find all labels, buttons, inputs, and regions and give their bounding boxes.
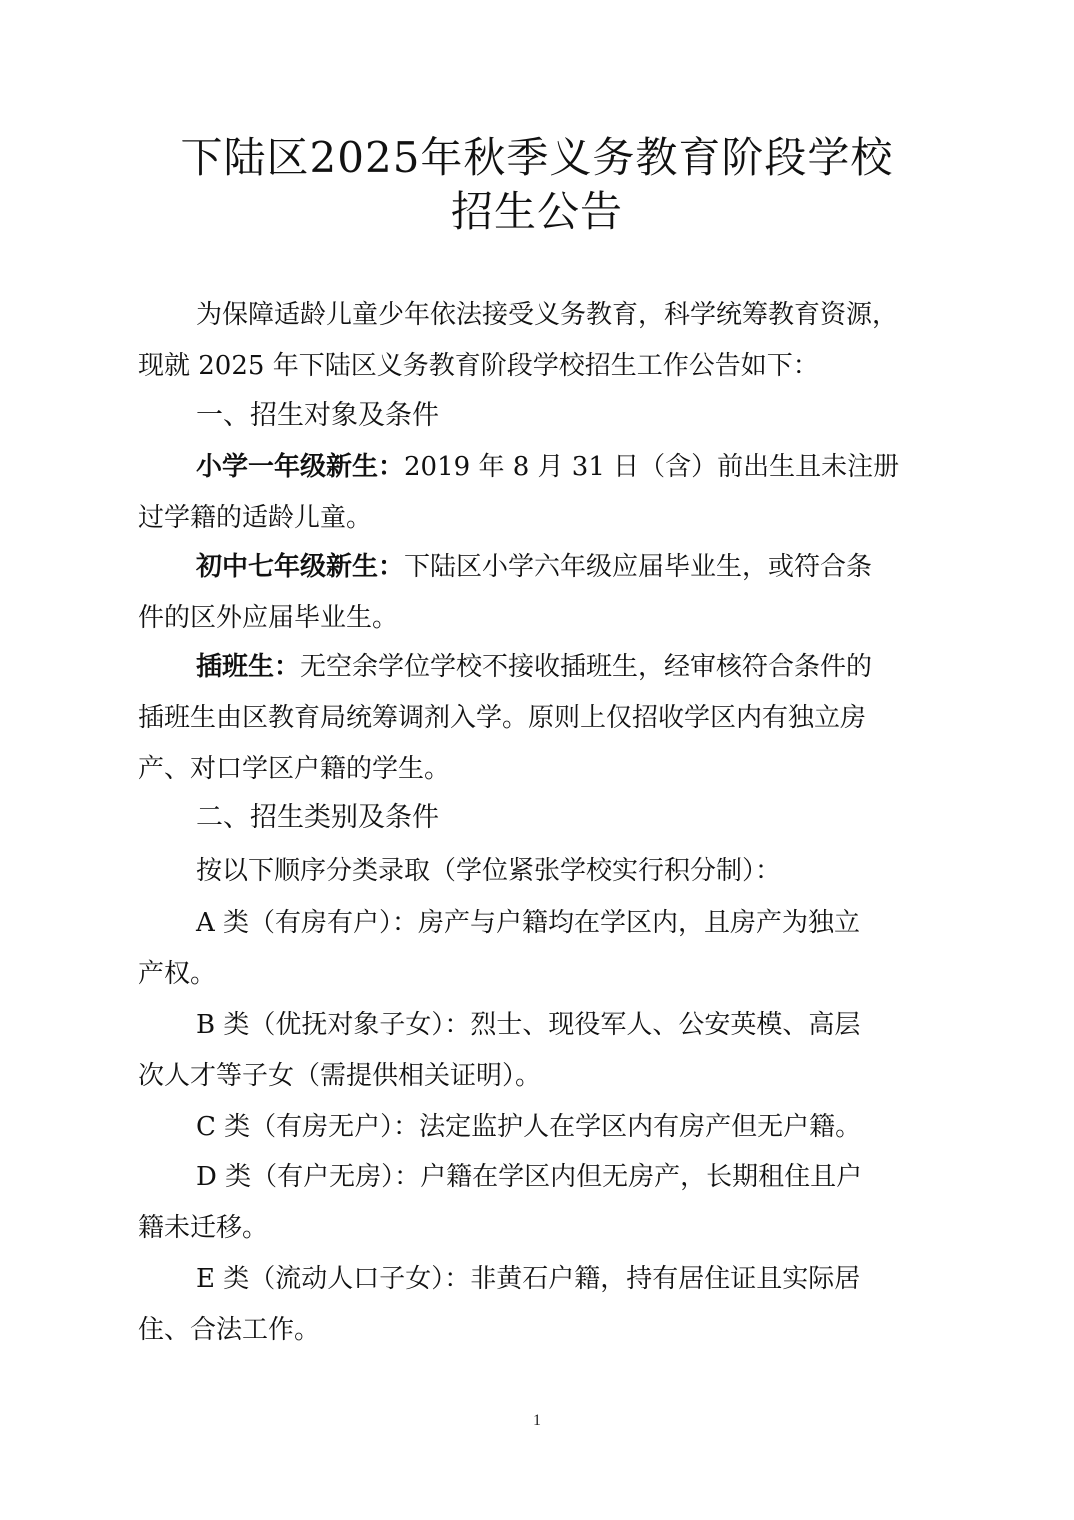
junior-line-2: 件的区外应届毕业生。 [138,603,399,633]
transfer-paragraph [138,642,938,795]
intro-line-2: 现就 2025 年下陆区义务教育阶段学校招生工作公告如下： [138,351,819,381]
section-2-intro-line: 按以下顺序分类录取（学位紧张学校实行积分制）： [196,856,782,886]
transfer-text-1: 无空余学位学校不接收插班生，经审核符合条件的 [300,652,873,682]
category-a-paragraph [138,898,938,1000]
category-e-line-1: E 类（流动人口子女）：非黄石户籍，持有居住证且实际居 [196,1264,861,1294]
category-e-line-2: 住、合法工作。 [138,1315,321,1345]
transfer-line-3: 产、对口学区户籍的学生。 [138,754,451,784]
category-d-paragraph [138,1152,938,1254]
primary-text-1: 2019 年 8 月 31 日（含）前出生且未注册 [404,452,900,482]
section-2-heading: 二、招生类别及条件 [196,802,439,833]
category-d-line-2: 籍未迁移。 [138,1213,269,1243]
category-a-line-1: A 类（有房有户）：房产与户籍均在学区内，且房产为独立 [196,908,861,938]
transfer-line-1 [138,642,938,693]
primary-paragraph [138,442,938,544]
category-c-line-1: C 类（有房无户）：法定监护人在学区内有房产但无户籍。 [196,1112,862,1142]
junior-text-1: 下陆区小学六年级应届毕业生，或符合条 [404,552,873,582]
junior-line-1 [138,542,938,593]
page-number: 1 [533,1412,541,1429]
primary-line-2: 过学籍的适龄儿童。 [138,503,373,533]
section-2-intro [138,846,938,897]
primary-line-1 [138,442,938,493]
junior-paragraph [138,542,938,644]
intro-paragraph [138,290,938,392]
category-d-line-1: D 类（有户无房）：户籍在学区内但无房产，长期租住且户 [196,1162,863,1192]
primary-label: 小学一年级新生： [196,452,405,482]
section-1-heading: 一、招生对象及条件 [196,400,439,431]
document-title-line-1: 下陆区2025年秋季义务教育阶段学校 [180,133,894,182]
category-b-line-2: 次人才等子女（需提供相关证明）。 [138,1061,542,1091]
category-b-paragraph [138,1000,938,1102]
category-e-paragraph [138,1254,938,1356]
transfer-label: 插班生： [196,652,301,682]
category-a-line-2: 产权。 [138,959,217,989]
junior-label: 初中七年级新生： [196,552,405,582]
transfer-line-2: 插班生由区教育局统筹调剂入学。原则上仅招收学区内有独立房 [138,703,867,733]
document-title-line-2: 招生公告 [450,187,623,236]
category-c-paragraph [138,1102,938,1153]
intro-line-1: 为保障适龄儿童少年依法接受义务教育，科学统筹教育资源， [196,300,899,330]
category-b-line-1: B 类（优抚对象子女）：烈士、现役军人、公安英模、高层 [196,1010,861,1040]
